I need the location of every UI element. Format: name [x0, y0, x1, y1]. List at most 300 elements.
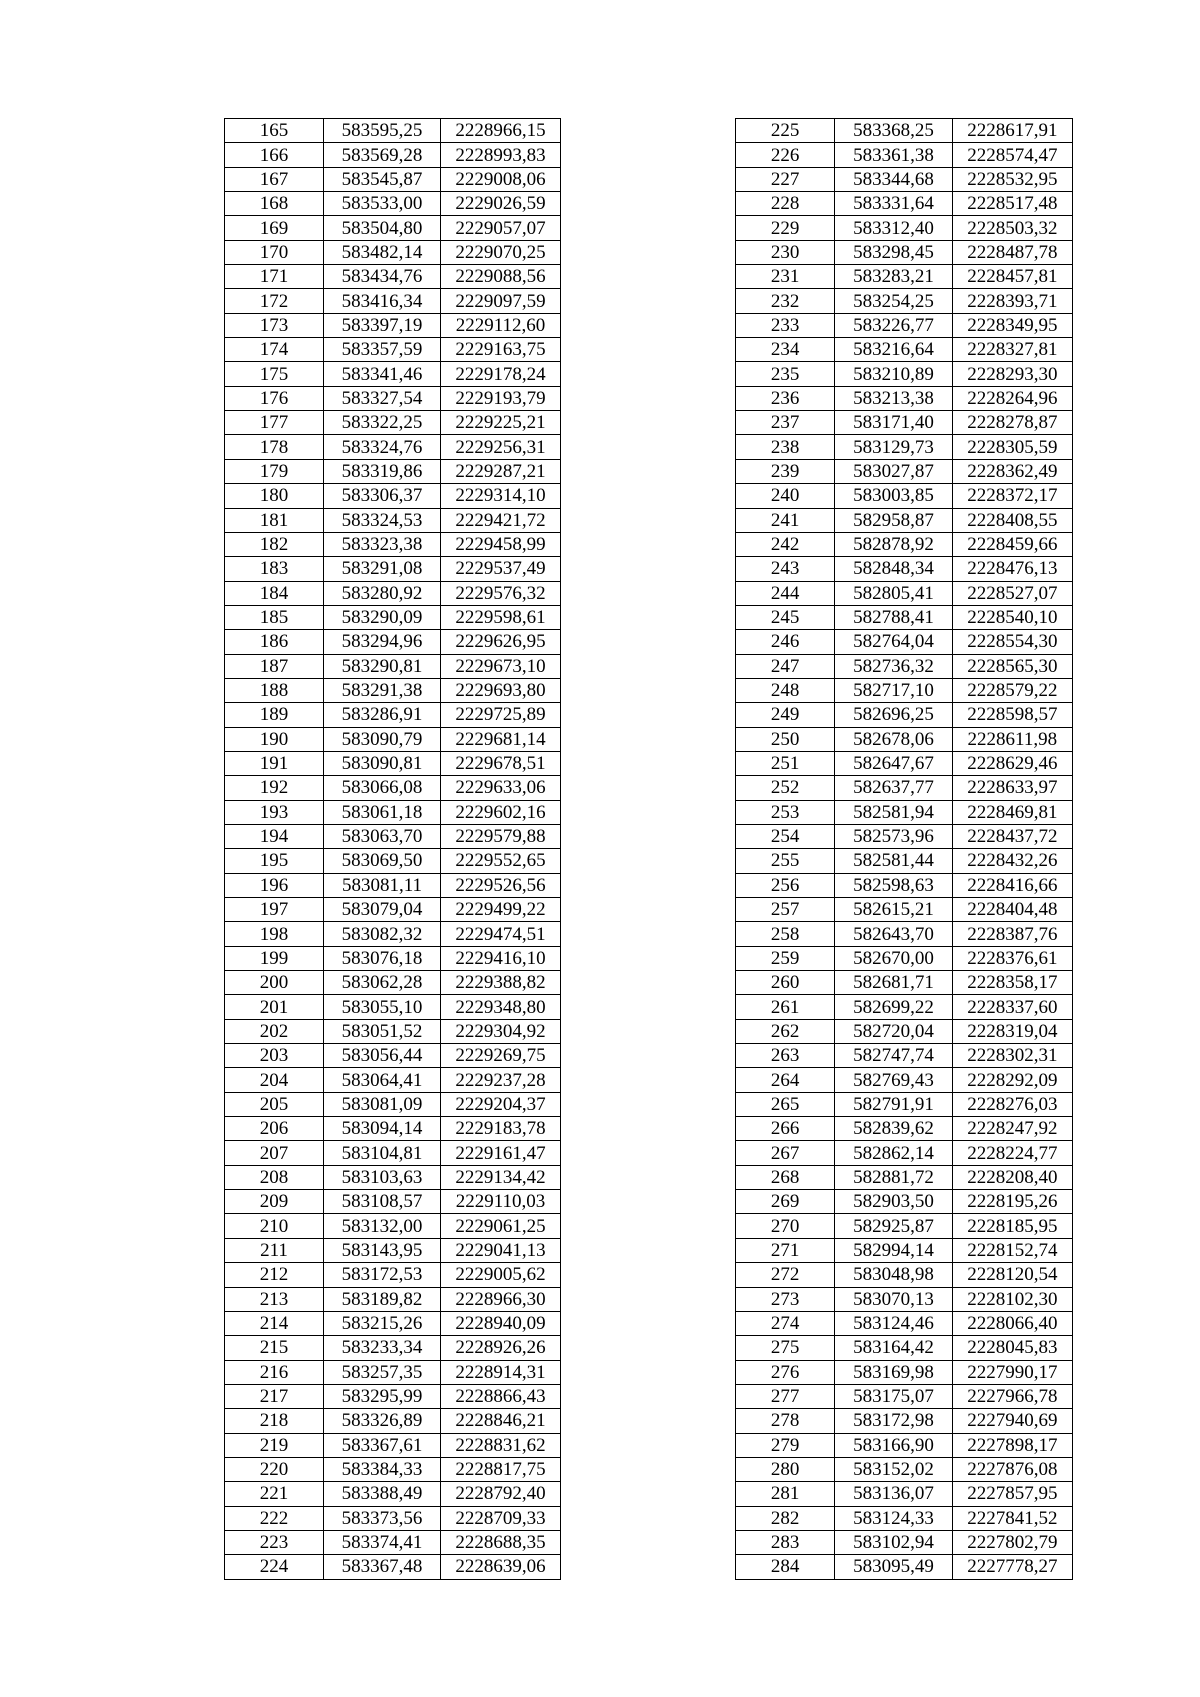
table-row: [225, 800, 561, 824]
y-coordinate-cell: 2229304,92: [441, 1019, 561, 1043]
y-coordinate-cell: 2229388,82: [441, 971, 561, 995]
table-row: [736, 1214, 1073, 1238]
point-number-cell: 244: [736, 581, 835, 605]
table-row: [736, 459, 1073, 483]
x-coordinate-cell: 583295,99: [324, 1384, 441, 1408]
x-coordinate-cell: 583384,33: [324, 1457, 441, 1481]
y-coordinate-cell: 2228629,46: [952, 751, 1072, 775]
table-row: [225, 922, 561, 946]
point-number-cell: 183: [225, 557, 324, 581]
point-number-cell: 243: [736, 557, 835, 581]
y-coordinate-cell: 2228292,09: [952, 1068, 1072, 1092]
x-coordinate-cell: 582848,34: [835, 557, 952, 581]
y-coordinate-cell: 2229134,42: [441, 1165, 561, 1189]
table-row: [225, 1433, 561, 1457]
y-coordinate-cell: 2228914,31: [441, 1360, 561, 1384]
y-coordinate-cell: 2229112,60: [441, 313, 561, 337]
x-coordinate-cell: 583341,46: [324, 362, 441, 386]
y-coordinate-cell: 2229183,78: [441, 1117, 561, 1141]
point-number-cell: 268: [736, 1165, 835, 1189]
y-coordinate-cell: 2229348,80: [441, 995, 561, 1019]
x-coordinate-cell: 583434,76: [324, 265, 441, 289]
table-row: [225, 167, 561, 191]
point-number-cell: 251: [736, 751, 835, 775]
table-row: [736, 678, 1073, 702]
point-number-cell: 229: [736, 216, 835, 240]
table-row: [225, 1482, 561, 1506]
y-coordinate-cell: 2229225,21: [441, 411, 561, 435]
x-coordinate-cell: 582994,14: [835, 1238, 952, 1262]
x-coordinate-cell: 583324,53: [324, 508, 441, 532]
point-number-cell: 216: [225, 1360, 324, 1384]
y-coordinate-cell: 2228554,30: [952, 630, 1072, 654]
table-row: [736, 1433, 1073, 1457]
point-number-cell: 225: [736, 119, 835, 143]
x-coordinate-cell: 583331,64: [835, 192, 952, 216]
y-coordinate-cell: 2229602,16: [441, 800, 561, 824]
table-row: [736, 435, 1073, 459]
table-row: [736, 1263, 1073, 1287]
point-number-cell: 242: [736, 532, 835, 556]
point-number-cell: 262: [736, 1019, 835, 1043]
table-row: [736, 508, 1073, 532]
point-number-cell: 167: [225, 167, 324, 191]
point-number-cell: 195: [225, 849, 324, 873]
y-coordinate-cell: 2228376,61: [952, 946, 1072, 970]
point-number-cell: 261: [736, 995, 835, 1019]
point-number-cell: 189: [225, 703, 324, 727]
point-number-cell: 172: [225, 289, 324, 313]
x-coordinate-cell: 583172,53: [324, 1263, 441, 1287]
table-row: [736, 167, 1073, 191]
y-coordinate-cell: 2229204,37: [441, 1092, 561, 1116]
point-number-cell: 247: [736, 654, 835, 678]
point-number-cell: 256: [736, 873, 835, 897]
point-number-cell: 168: [225, 192, 324, 216]
x-coordinate-cell: 582581,44: [835, 849, 952, 873]
table-row: [736, 703, 1073, 727]
y-coordinate-cell: 2229256,31: [441, 435, 561, 459]
table-row: [736, 411, 1073, 435]
table-row: [225, 411, 561, 435]
point-number-cell: 279: [736, 1433, 835, 1457]
table-row: [736, 1360, 1073, 1384]
coordinates-table-body: [225, 119, 561, 1580]
table-row: [225, 557, 561, 581]
y-coordinate-cell: 2227966,78: [952, 1384, 1072, 1408]
table-row: [225, 1190, 561, 1214]
point-number-cell: 284: [736, 1555, 835, 1579]
y-coordinate-cell: 2228066,40: [952, 1311, 1072, 1335]
x-coordinate-cell: 583215,26: [324, 1311, 441, 1335]
point-number-cell: 171: [225, 265, 324, 289]
x-coordinate-cell: 582736,32: [835, 654, 952, 678]
point-number-cell: 282: [736, 1506, 835, 1530]
y-coordinate-cell: 2228574,47: [952, 143, 1072, 167]
y-coordinate-cell: 2228517,48: [952, 192, 1072, 216]
point-number-cell: 240: [736, 484, 835, 508]
x-coordinate-cell: 583081,11: [324, 873, 441, 897]
y-coordinate-cell: 2229499,22: [441, 898, 561, 922]
y-coordinate-cell: 2229579,88: [441, 824, 561, 848]
table-row: [225, 1117, 561, 1141]
x-coordinate-cell: 582699,22: [835, 995, 952, 1019]
point-number-cell: 173: [225, 313, 324, 337]
table-row: [736, 143, 1073, 167]
x-coordinate-cell: 583171,40: [835, 411, 952, 435]
x-coordinate-cell: 583361,38: [835, 143, 952, 167]
x-coordinate-cell: 583104,81: [324, 1141, 441, 1165]
point-number-cell: 170: [225, 240, 324, 264]
table-row: [736, 1457, 1073, 1481]
y-coordinate-cell: 2228102,30: [952, 1287, 1072, 1311]
point-number-cell: 277: [736, 1384, 835, 1408]
table-row: [736, 1044, 1073, 1068]
x-coordinate-cell: 583290,09: [324, 605, 441, 629]
table-row: [736, 1384, 1073, 1408]
table-row: [225, 362, 561, 386]
table-row: [225, 508, 561, 532]
y-coordinate-cell: 2229005,62: [441, 1263, 561, 1287]
table-row: [225, 873, 561, 897]
x-coordinate-cell: 583108,57: [324, 1190, 441, 1214]
point-number-cell: 174: [225, 338, 324, 362]
table-row: [736, 873, 1073, 897]
y-coordinate-cell: 2227990,17: [952, 1360, 1072, 1384]
point-number-cell: 223: [225, 1530, 324, 1554]
y-coordinate-cell: 2229474,51: [441, 922, 561, 946]
x-coordinate-cell: 582681,71: [835, 971, 952, 995]
y-coordinate-cell: 2229576,32: [441, 581, 561, 605]
point-number-cell: 254: [736, 824, 835, 848]
coordinates-table-right: [735, 118, 1073, 1580]
y-coordinate-cell: 2228247,92: [952, 1117, 1072, 1141]
x-coordinate-cell: 583291,08: [324, 557, 441, 581]
y-coordinate-cell: 2227898,17: [952, 1433, 1072, 1457]
y-coordinate-cell: 2229598,61: [441, 605, 561, 629]
point-number-cell: 241: [736, 508, 835, 532]
table-row: [225, 484, 561, 508]
y-coordinate-cell: 2228633,97: [952, 776, 1072, 800]
table-row: [225, 751, 561, 775]
table-row: [225, 1092, 561, 1116]
x-coordinate-cell: 582788,41: [835, 605, 952, 629]
table-row: [225, 240, 561, 264]
point-number-cell: 263: [736, 1044, 835, 1068]
table-row: [736, 776, 1073, 800]
table-row: [225, 313, 561, 337]
table-row: [225, 776, 561, 800]
y-coordinate-cell: 2229178,24: [441, 362, 561, 386]
y-coordinate-cell: 2228302,31: [952, 1044, 1072, 1068]
y-coordinate-cell: 2227802,79: [952, 1530, 1072, 1554]
x-coordinate-cell: 583533,00: [324, 192, 441, 216]
x-coordinate-cell: 583051,52: [324, 1019, 441, 1043]
table-row: [736, 1019, 1073, 1043]
point-number-cell: 166: [225, 143, 324, 167]
y-coordinate-cell: 2228459,66: [952, 532, 1072, 556]
y-coordinate-cell: 2229057,07: [441, 216, 561, 240]
point-number-cell: 184: [225, 581, 324, 605]
y-coordinate-cell: 2229269,75: [441, 1044, 561, 1068]
y-coordinate-cell: 2228611,98: [952, 727, 1072, 751]
x-coordinate-cell: 582647,67: [835, 751, 952, 775]
table-row: [736, 1238, 1073, 1262]
point-number-cell: 257: [736, 898, 835, 922]
y-coordinate-cell: 2228966,30: [441, 1287, 561, 1311]
point-number-cell: 179: [225, 459, 324, 483]
y-coordinate-cell: 2228866,43: [441, 1384, 561, 1408]
x-coordinate-cell: 583169,98: [835, 1360, 952, 1384]
x-coordinate-cell: 583055,10: [324, 995, 441, 1019]
table-row: [225, 898, 561, 922]
x-coordinate-cell: 582598,63: [835, 873, 952, 897]
table-row: [736, 630, 1073, 654]
point-number-cell: 281: [736, 1482, 835, 1506]
point-number-cell: 249: [736, 703, 835, 727]
y-coordinate-cell: 2228208,40: [952, 1165, 1072, 1189]
y-coordinate-cell: 2228565,30: [952, 654, 1072, 678]
point-number-cell: 219: [225, 1433, 324, 1457]
y-coordinate-cell: 2228185,95: [952, 1214, 1072, 1238]
x-coordinate-cell: 583323,38: [324, 532, 441, 556]
table-row: [736, 1165, 1073, 1189]
table-row: [736, 1311, 1073, 1335]
x-coordinate-cell: 582717,10: [835, 678, 952, 702]
point-number-cell: 235: [736, 362, 835, 386]
y-coordinate-cell: 2229626,95: [441, 630, 561, 654]
point-number-cell: 283: [736, 1530, 835, 1554]
point-number-cell: 186: [225, 630, 324, 654]
point-number-cell: 204: [225, 1068, 324, 1092]
x-coordinate-cell: 583095,49: [835, 1555, 952, 1579]
table-row: [736, 1409, 1073, 1433]
point-number-cell: 278: [736, 1409, 835, 1433]
y-coordinate-cell: 2229287,21: [441, 459, 561, 483]
point-number-cell: 270: [736, 1214, 835, 1238]
y-coordinate-cell: 2229678,51: [441, 751, 561, 775]
table-row: [736, 119, 1073, 143]
point-number-cell: 217: [225, 1384, 324, 1408]
point-number-cell: 269: [736, 1190, 835, 1214]
x-coordinate-cell: 582720,04: [835, 1019, 952, 1043]
x-coordinate-cell: 583388,49: [324, 1482, 441, 1506]
x-coordinate-cell: 583082,32: [324, 922, 441, 946]
x-coordinate-cell: 583312,40: [835, 216, 952, 240]
point-number-cell: 272: [736, 1263, 835, 1287]
y-coordinate-cell: 2228966,15: [441, 119, 561, 143]
y-coordinate-cell: 2229633,06: [441, 776, 561, 800]
x-coordinate-cell: 583290,81: [324, 654, 441, 678]
x-coordinate-cell: 583003,85: [835, 484, 952, 508]
y-coordinate-cell: 2228457,81: [952, 265, 1072, 289]
y-coordinate-cell: 2229314,10: [441, 484, 561, 508]
y-coordinate-cell: 2228639,06: [441, 1555, 561, 1579]
x-coordinate-cell: 583102,94: [835, 1530, 952, 1554]
table-row: [225, 581, 561, 605]
point-number-cell: 237: [736, 411, 835, 435]
x-coordinate-cell: 582791,91: [835, 1092, 952, 1116]
table-row: [225, 386, 561, 410]
x-coordinate-cell: 583257,35: [324, 1360, 441, 1384]
table-row: [736, 557, 1073, 581]
table-row: [736, 216, 1073, 240]
point-number-cell: 212: [225, 1263, 324, 1287]
x-coordinate-cell: 583090,81: [324, 751, 441, 775]
x-coordinate-cell: 582678,06: [835, 727, 952, 751]
table-row: [736, 532, 1073, 556]
point-number-cell: 211: [225, 1238, 324, 1262]
y-coordinate-cell: 2228527,07: [952, 581, 1072, 605]
y-coordinate-cell: 2228276,03: [952, 1092, 1072, 1116]
point-number-cell: 188: [225, 678, 324, 702]
y-coordinate-cell: 2229193,79: [441, 386, 561, 410]
point-number-cell: 202: [225, 1019, 324, 1043]
x-coordinate-cell: 583064,41: [324, 1068, 441, 1092]
y-coordinate-cell: 2228327,81: [952, 338, 1072, 362]
x-coordinate-cell: 583166,90: [835, 1433, 952, 1457]
table-row: [225, 338, 561, 362]
table-row: [225, 1457, 561, 1481]
x-coordinate-cell: 582637,77: [835, 776, 952, 800]
table-row: [225, 1165, 561, 1189]
x-coordinate-cell: 583069,50: [324, 849, 441, 873]
y-coordinate-cell: 2229725,89: [441, 703, 561, 727]
table-row: [736, 1141, 1073, 1165]
point-number-cell: 200: [225, 971, 324, 995]
x-coordinate-cell: 583368,25: [835, 119, 952, 143]
point-number-cell: 169: [225, 216, 324, 240]
table-row: [736, 922, 1073, 946]
y-coordinate-cell: 2228045,83: [952, 1336, 1072, 1360]
x-coordinate-cell: 582615,21: [835, 898, 952, 922]
table-row: [225, 1311, 561, 1335]
table-row: [736, 898, 1073, 922]
point-number-cell: 177: [225, 411, 324, 435]
x-coordinate-cell: 583545,87: [324, 167, 441, 191]
y-coordinate-cell: 2228387,76: [952, 922, 1072, 946]
x-coordinate-cell: 583367,61: [324, 1433, 441, 1457]
y-coordinate-cell: 2228264,96: [952, 386, 1072, 410]
y-coordinate-cell: 2228709,33: [441, 1506, 561, 1530]
table-row: [225, 1506, 561, 1530]
y-coordinate-cell: 2228349,95: [952, 313, 1072, 337]
table-row: [736, 1068, 1073, 1092]
point-number-cell: 197: [225, 898, 324, 922]
x-coordinate-cell: 583048,98: [835, 1263, 952, 1287]
table-row: [736, 1092, 1073, 1116]
point-number-cell: 214: [225, 1311, 324, 1335]
table-row: [736, 338, 1073, 362]
y-coordinate-cell: 2228540,10: [952, 605, 1072, 629]
point-number-cell: 255: [736, 849, 835, 873]
table-row: [225, 971, 561, 995]
x-coordinate-cell: 583286,91: [324, 703, 441, 727]
table-row: [225, 192, 561, 216]
x-coordinate-cell: 583027,87: [835, 459, 952, 483]
table-row: [736, 484, 1073, 508]
point-number-cell: 236: [736, 386, 835, 410]
table-row: [736, 1190, 1073, 1214]
y-coordinate-cell: 2228940,09: [441, 1311, 561, 1335]
y-coordinate-cell: 2229041,13: [441, 1238, 561, 1262]
table-row: [225, 216, 561, 240]
x-coordinate-cell: 583254,25: [835, 289, 952, 313]
point-number-cell: 273: [736, 1287, 835, 1311]
y-coordinate-cell: 2228579,22: [952, 678, 1072, 702]
table-row: [225, 119, 561, 143]
point-number-cell: 233: [736, 313, 835, 337]
y-coordinate-cell: 2229070,25: [441, 240, 561, 264]
point-number-cell: 178: [225, 435, 324, 459]
y-coordinate-cell: 2228416,66: [952, 873, 1072, 897]
x-coordinate-cell: 582643,70: [835, 922, 952, 946]
table-row: [736, 289, 1073, 313]
point-number-cell: 238: [736, 435, 835, 459]
y-coordinate-cell: 2228926,26: [441, 1336, 561, 1360]
x-coordinate-cell: 582581,94: [835, 800, 952, 824]
table-row: [225, 143, 561, 167]
table-row: [225, 1555, 561, 1579]
y-coordinate-cell: 2228120,54: [952, 1263, 1072, 1287]
table-row: [225, 1384, 561, 1408]
x-coordinate-cell: 583061,18: [324, 800, 441, 824]
y-coordinate-cell: 2229110,03: [441, 1190, 561, 1214]
table-row: [736, 654, 1073, 678]
y-coordinate-cell: 2229161,47: [441, 1141, 561, 1165]
y-coordinate-cell: 2228195,26: [952, 1190, 1072, 1214]
table-row: [225, 1263, 561, 1287]
point-number-cell: 231: [736, 265, 835, 289]
point-number-cell: 274: [736, 1311, 835, 1335]
point-number-cell: 192: [225, 776, 324, 800]
x-coordinate-cell: 582925,87: [835, 1214, 952, 1238]
y-coordinate-cell: 2229026,59: [441, 192, 561, 216]
point-number-cell: 226: [736, 143, 835, 167]
x-coordinate-cell: 582805,41: [835, 581, 952, 605]
y-coordinate-cell: 2228404,48: [952, 898, 1072, 922]
x-coordinate-cell: 583090,79: [324, 727, 441, 751]
point-number-cell: 260: [736, 971, 835, 995]
table-row: [225, 849, 561, 873]
point-number-cell: 271: [736, 1238, 835, 1262]
x-coordinate-cell: 582839,62: [835, 1117, 952, 1141]
table-row: [736, 240, 1073, 264]
x-coordinate-cell: 583079,04: [324, 898, 441, 922]
x-coordinate-cell: 583216,64: [835, 338, 952, 362]
x-coordinate-cell: 583298,45: [835, 240, 952, 264]
point-number-cell: 196: [225, 873, 324, 897]
x-coordinate-cell: 583070,13: [835, 1287, 952, 1311]
x-coordinate-cell: 583326,89: [324, 1409, 441, 1433]
x-coordinate-cell: 583132,00: [324, 1214, 441, 1238]
table-row: [736, 800, 1073, 824]
y-coordinate-cell: 2229416,10: [441, 946, 561, 970]
y-coordinate-cell: 2228293,30: [952, 362, 1072, 386]
table-row: [225, 532, 561, 556]
table-row: [736, 995, 1073, 1019]
y-coordinate-cell: 2227940,69: [952, 1409, 1072, 1433]
point-number-cell: 224: [225, 1555, 324, 1579]
point-number-cell: 187: [225, 654, 324, 678]
y-coordinate-cell: 2229008,06: [441, 167, 561, 191]
y-coordinate-cell: 2228432,26: [952, 849, 1072, 873]
point-number-cell: 250: [736, 727, 835, 751]
x-coordinate-cell: 583136,07: [835, 1482, 952, 1506]
table-row: [736, 1336, 1073, 1360]
y-coordinate-cell: 2227857,95: [952, 1482, 1072, 1506]
y-coordinate-cell: 2229088,56: [441, 265, 561, 289]
